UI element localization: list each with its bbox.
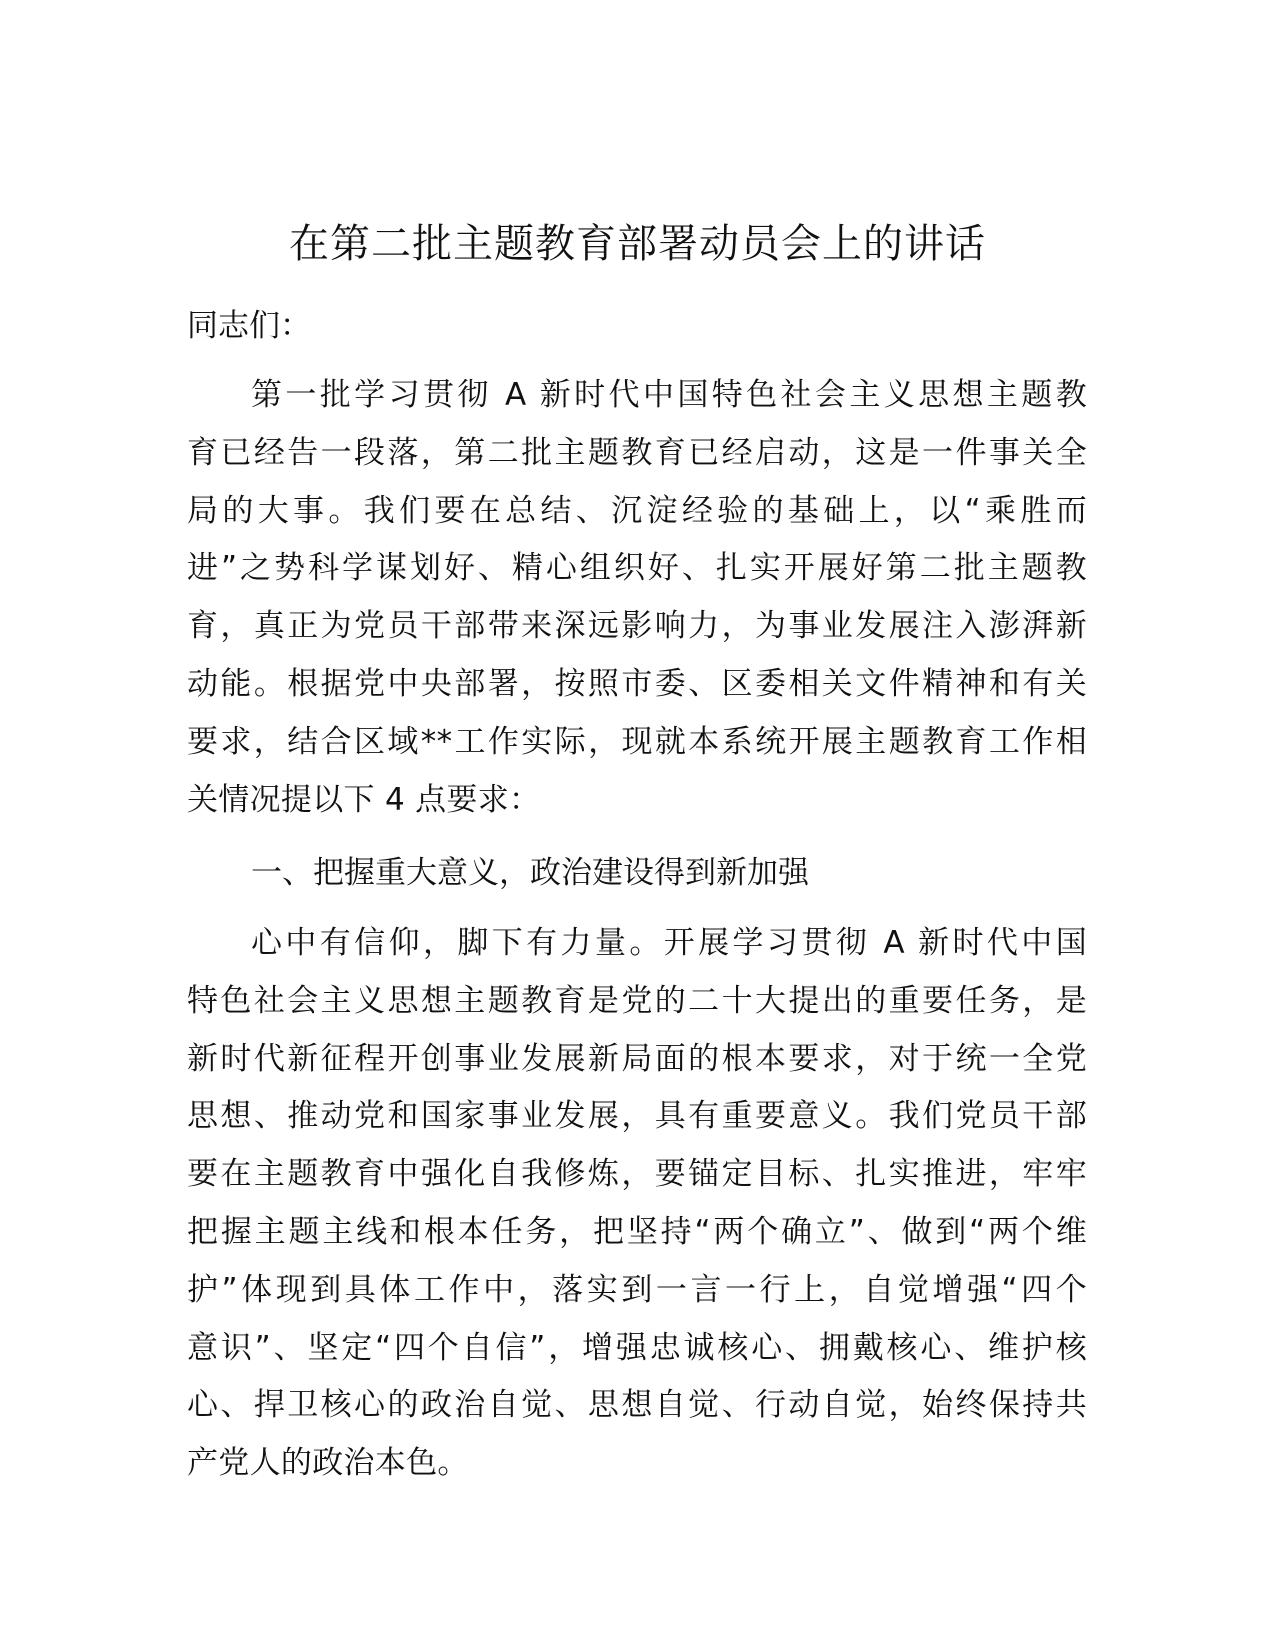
section-heading-1: 一、把握重大意义，政治建设得到新加强 xyxy=(251,855,809,891)
paragraph-line: 把握主题主线和根本任务，把坚持“两个确立”、做到“两个维 xyxy=(187,1213,1087,1250)
paragraph-line: 关情况提以下 4 点要求： xyxy=(187,781,541,818)
document-title: 在第二批主题教育部署动员会上的讲话 xyxy=(289,221,986,267)
paragraph-line: 育已经告一段落，第二批主题教育已经启动，这是一件事关全 xyxy=(187,434,1087,471)
paragraph-line: 第一批学习贯彻 A 新时代中国特色社会主义思想主题教 xyxy=(251,377,1087,413)
paragraph-line: 心、捍卫核心的政治自觉、思想自觉、行动自觉，始终保持共 xyxy=(187,1387,1087,1424)
paragraph-line: 进”之势科学谋划好、精心组织好、扎实开展好第二批主题教 xyxy=(187,550,1087,587)
salutation: 同志们： xyxy=(187,308,311,344)
paragraph-line: 要求，结合区域**工作实际，现就本系统开展主题教育工作相 xyxy=(187,723,1087,760)
paragraph-line: 要在主题教育中强化自我修炼，要锚定目标、扎实推进，牢牢 xyxy=(187,1156,1087,1193)
paragraph-line: 动能。根据党中央部署，按照市委、区委相关文件精神和有关 xyxy=(187,665,1087,702)
paragraph-line: 特色社会主义思想主题教育是党的二十大提出的重要任务，是 xyxy=(187,982,1087,1019)
paragraph-line: 育，真正为党员干部带来深远影响力，为事业发展注入澎湃新 xyxy=(187,608,1087,645)
paragraph-line: 意识”、坚定“四个自信”，增强忠诚核心、拥戴核心、维护核 xyxy=(187,1329,1087,1366)
paragraph-1 xyxy=(187,367,1087,829)
paragraph-line: 产党人的政治本色。 xyxy=(187,1445,469,1482)
paragraph-line: 局的大事。我们要在总结、沉淀经验的基础上，以“乘胜而 xyxy=(187,492,1087,529)
paragraph-line: 新时代新征程开创事业发展新局面的根本要求，对于统一全党 xyxy=(187,1040,1087,1077)
paragraph-line: 护”体现到具体工作中，落实到一言一行上，自觉增强“四个 xyxy=(187,1271,1087,1308)
paragraph-line: 思想、推动党和国家事业发展，具有重要意义。我们党员干部 xyxy=(187,1098,1087,1135)
paragraph-2 xyxy=(187,915,1087,1493)
paragraph-line: 心中有信仰，脚下有力量。开展学习贯彻 A 新时代中国 xyxy=(251,925,1087,961)
